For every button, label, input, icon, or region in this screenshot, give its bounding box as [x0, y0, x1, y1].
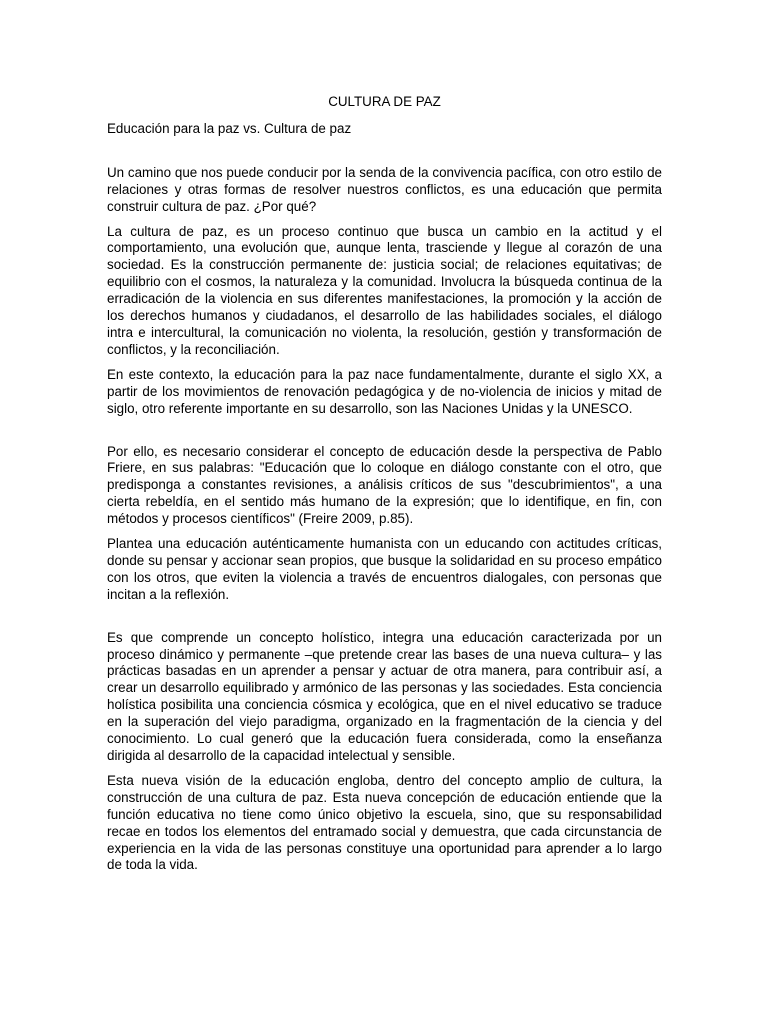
paragraph: En este contexto, la educación para la paz nace fundamentalmente, durante el siglo XX, a partir de los movimientos de renovación pedagógica y de no-violencia de inicios y mitad de siglo, otro referente importante en su desarrollo, son las Naciones Unidas y la UNESCO.	[107, 366, 662, 416]
paragraph: Plantea una educación auténticamente humanista con un educando con actitudes críticas, donde su pensar y accionar sean propios, que busque la solidaridad en su proceso empático con los otros, que eviten la violencia a través de encuentros dialogales, con personas que incitan a la reflexión.	[107, 536, 662, 602]
paragraph: Un camino que nos puede conducir por la senda de la convivencia pacífica, con otro estilo de relaciones y otras formas de resolver nuestros conflictos, es una educación que permita construir cultura de paz. ¿Por qué?	[107, 164, 662, 214]
paragraph: Es que comprende un concepto holístico, integra una educación caracterizada por un proceso dinámico y permanente –que pretende crear las bases de una nueva cultura– y las prácticas basadas en un aprender a pensar y actuar de otra manera, para contribuir así, a crear un desarrollo equilibrado y armónico de las personas y las sociedades. Esta conciencia holística posibilita una conciencia cósmica y ecológica, que en el nivel educativo se traduce en la superación del viejo paradigma, organizado en la fragmentación de la ciencia y del conocimiento. Lo cual generó que la educación fuera considerada, como la enseñanza dirigida al desarrollo de la capacidad intelectual y sensible.	[107, 629, 662, 763]
paragraph: Esta nueva visión de la educación engloba, dentro del concepto amplio de cultura, la construcción de una cultura de paz. Esta nueva concepción de educación entiende que la función educativa no tiene como único objetivo la escuela, sino, que su responsabilidad recae en todos los elementos del entramado social y demuestra, que cada circunstancia de experiencia en la vida de las personas constituye una oportunidad para aprender a lo largo de toda la vida.	[107, 772, 662, 873]
document-subtitle: Educación para la paz vs. Cultura de paz	[107, 120, 352, 136]
paragraph: Por ello, es necesario considerar el concepto de educación desde la perspectiva de Pablo Friere, en sus palabras: "Educación que lo coloque en diálogo constante con el otro, que predisponga a constantes revisiones, a análisis críticos de sus "descubrimientos", a una cierta rebeldía, en el sentido más humano de la expresión; que lo identifique, en fin, con métodos y procesos científicos" (Freire 2009, p.85).	[107, 443, 662, 527]
document-title: CULTURA DE PAZ	[328, 94, 441, 109]
document-page	[107, 94, 662, 882]
paragraph: La cultura de paz, es un proceso continuo que busca un cambio en la actitud y el comportamiento, una evolución que, aunque lenta, trasciende y llegue al corazón de una sociedad. Es la construcción permanente de: justicia social; de relaciones equitativas; de equilibrio con el cosmos, la naturaleza y la comunidad. Involucra la búsqueda continua de la erradicación de la violencia en sus diferentes manifestaciones, la promoción y la acción de los derechos humanos y ciudadanos, el desarrollo de las habilidades sociales, el diálogo intra e intercultural, la comunicación no violenta, la resolución, gestión y transformación de conflictos, y la reconciliación.	[107, 223, 662, 357]
